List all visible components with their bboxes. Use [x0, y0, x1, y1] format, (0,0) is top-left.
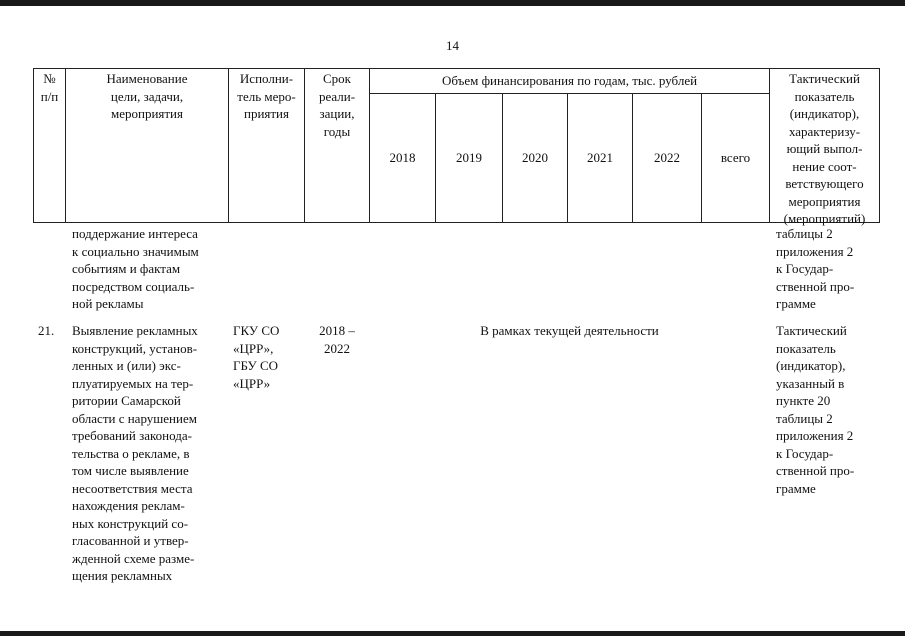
header-funding-title: Объем финансирования по годам, тыс. рублей: [441, 73, 698, 88]
header-total: всего: [720, 150, 751, 165]
row-executor: ГКУ СО «ЦРР», ГБУ СО «ЦРР»: [233, 323, 280, 391]
row-number: 21.: [38, 323, 55, 338]
header-indicator: Тактический показатель (индикатор), характеризу- ющий выпол- нение соот- ветствующего мероприятия (мероприятий): [783, 71, 866, 226]
continuation-indicator: таблицы 2 приложения 2 к Государ- ственной про- грамме: [776, 226, 855, 311]
top-border: [0, 0, 905, 6]
header-executor: Исполни- тель меро- приятия: [237, 71, 296, 121]
row-indicator: Тактический показатель (индикатор), указанный в пункте 20 таблицы 2 приложения 2 к Государ- ственной про- грамме: [776, 323, 855, 496]
header-name: Наименование цели, задачи, мероприятия: [106, 71, 188, 121]
row-funding: В рамках текущей деятельности: [480, 323, 659, 338]
header-year-2021: 2021: [587, 150, 613, 165]
header-year-2022: 2022: [654, 150, 680, 165]
header-year-2019: 2019: [456, 150, 482, 165]
header-year-2020: 2020: [522, 150, 548, 165]
row-term: 2018 – 2022: [319, 323, 355, 356]
header-term: Срок реали- зации, годы: [318, 71, 356, 139]
page-number: 14: [446, 38, 459, 53]
row-name: Выявление рекламных конструкций, установ- ленных и (или) экс- плуатируемых на тер- ритории Самарской области с нарушением требований законода- тельства о рекламе, в том числе выявление несоответствия места нахождения реклам- ных конструкций со- гласованной и утвер- жденной схеме разме- щения рекламных: [72, 323, 198, 583]
bottom-border: [0, 631, 905, 636]
header-year-2018: 2018: [389, 150, 416, 165]
continuation-name: поддержание интереса к социально значимым событиям и фактам посредством социаль- ной рекламы: [72, 226, 199, 311]
header-num: № п/п: [40, 71, 59, 104]
